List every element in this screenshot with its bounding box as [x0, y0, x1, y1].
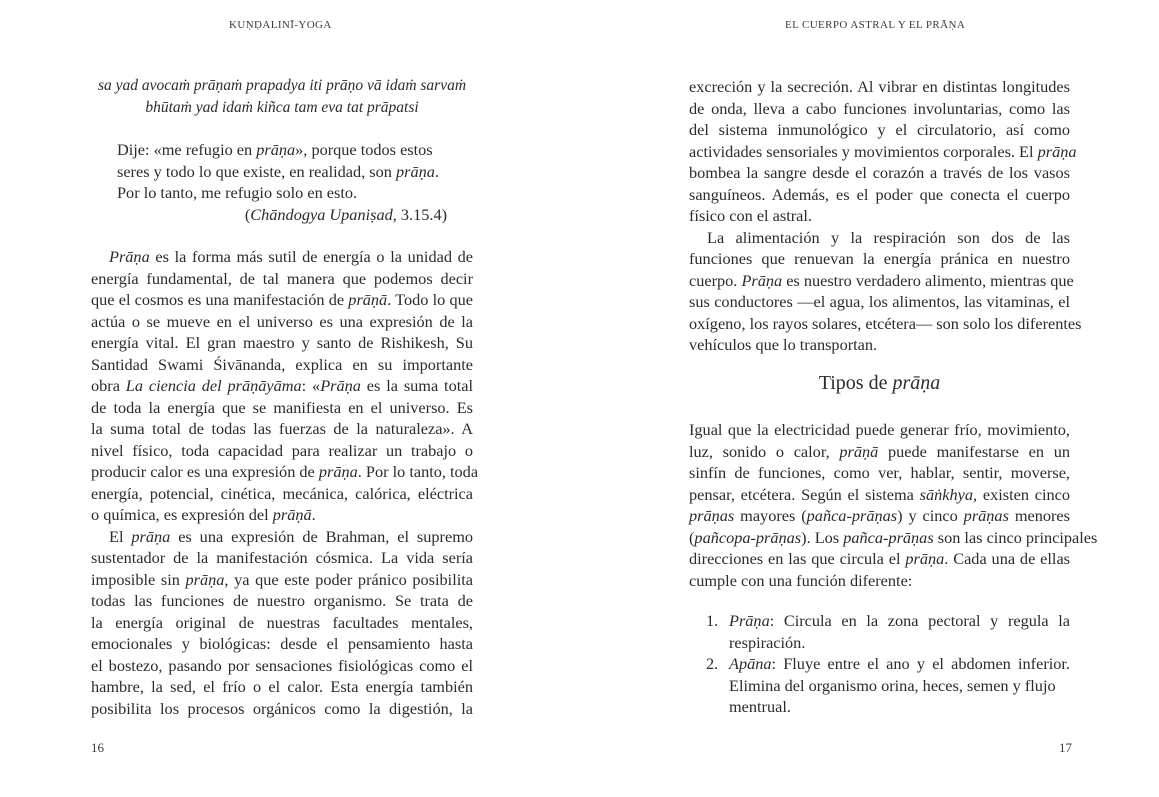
paragraph-line: imposible sin prāṇa, ya que este poder pránico posibilita [91, 569, 473, 589]
right-running-head: EL CUERPO ASTRAL Y EL PRĀṆA [785, 19, 966, 31]
paragraph-line: bombea la sangre desde el corazón a través de los vasos [689, 163, 1070, 182]
body-text-left [91, 246, 479, 719]
paragraph-line: hambre, la sed, el frío o el calor. Esta energía también [91, 677, 473, 696]
section-heading: Tipos de prāṇa [818, 372, 941, 394]
right-page [579, 0, 1159, 797]
list-line: respiración. [729, 632, 806, 652]
paragraph-line: físico con el astral. [689, 206, 812, 225]
paragraph-line: luz, sonido o calor, prāṇā puede manifestarse en un [689, 441, 1070, 461]
paragraph-line: oxígeno, los rayos solares, etcétera— son solo los diferentes [689, 313, 1082, 333]
paragraph-line: direcciones en las que circula el prāṇa. Cada una de ellas [689, 549, 1071, 568]
sanskrit-verse [91, 75, 473, 118]
quote-line: Por lo tanto, me refugio solo en esto. [117, 183, 358, 202]
left-page-number: 16 [91, 740, 104, 755]
paragraph-line: producir calor es una expresión de prāṇa. Por lo tanto, toda [91, 462, 479, 481]
paragraph-line: de toda la energía que se manifiesta en el universo. Es [91, 397, 473, 417]
quote-citation: (Chāndogya Upaniṣad, 3.15.4) [244, 204, 447, 224]
paragraph-line: vehículos que lo transportan. [689, 335, 878, 354]
paragraph-line: de onda, lleva a cabo funciones involuntarias, como las [689, 98, 1070, 118]
list-number: 1. [706, 611, 719, 630]
paragraph-line: sinfín de funciones, como ver, hablar, sentir, moverse, [689, 463, 1070, 482]
paragraph-line: o química, es expresión del prāṇā. [91, 505, 316, 524]
list-item [689, 610, 1070, 653]
paragraph-line: la energía original de nuestras facultades mentales, [91, 612, 473, 632]
paragraph-line: (pañcopa-prāṇas). Los pañca-prāṇas son las cinco principales [689, 527, 1098, 547]
paragraph-line: Santidad Swami Śivānanda, explica en su importante [91, 354, 473, 374]
list-line: Prāṇa: Circula en la zona pectoral y regula la [729, 611, 1070, 630]
paragraph-line: sus conductores —el agua, los alimentos, las vitaminas, el [689, 292, 1070, 311]
paragraph-line: Igual que la electricidad puede generar frío, movimiento, [689, 420, 1070, 439]
list-line: Elimina del organismo orina, heces, semen y flujo [729, 675, 1056, 695]
paragraph-line: Prāṇa es la forma más sutil de energía o la unidad de [109, 247, 473, 266]
paragraph-line: la suma total de todas las fuerzas de la naturaleza». A [91, 419, 473, 438]
list-line: mentrual. [729, 697, 791, 716]
paragraph-line: todas las funciones de nuestro organismo. Se trata de [91, 591, 473, 610]
paragraph-line: energía vital. El gran maestro y santo de Rishikesh, Su [91, 333, 473, 352]
paragraph-line: el bostezo, pasando por sensaciones fisiológicas como el [91, 655, 473, 675]
paragraph-line: actividades sensoriales y movimientos corporales. El prāṇa [689, 141, 1077, 161]
prana-list [689, 610, 1070, 718]
paragraph-line: que el cosmos es una manifestación de prāṇā. Todo lo que [91, 290, 473, 309]
left-running-head: KUṆḌALINĪ-YOGA [229, 19, 332, 31]
paragraph-line: La alimentación y la respiración son dos de las [707, 227, 1070, 247]
body-text-right-top [689, 76, 1082, 356]
paragraph-line: obra La ciencia del prāṇāyāma: «Prāṇa es la suma total [91, 376, 473, 395]
paragraph-line: excreción y la secreción. Al vibrar en distintas longitudes [689, 77, 1070, 96]
paragraph-line: del sistema inmunológico y el circulatorio, así como [689, 120, 1070, 139]
paragraph-line: prāṇas mayores (pañca-prāṇas) y cinco prāṇas menores [689, 506, 1070, 525]
paragraph-line: funciones que renuevan la energía pránica en nuestro [689, 249, 1070, 268]
paragraph-line: cuerpo. Prāṇa es nuestro verdadero alimento, mientras que [689, 270, 1074, 290]
quote-line: seres y todo lo que existe, en realidad, son prāṇa. [117, 161, 439, 181]
quote-line: Dije: «me refugio en prāṇa», porque todos estos [117, 140, 433, 159]
body-text-right-bottom [689, 419, 1098, 591]
list-item [689, 653, 1070, 718]
paragraph-line: nivel físico, toda capacidad para realizar un trabajo o [91, 440, 473, 460]
paragraph-line: energía, potencial, cinética, mecánica, calórica, eléctrica [91, 483, 473, 503]
paragraph-line: sanguíneos. Además, es el poder que conecta el cuerpo [689, 184, 1070, 204]
paragraph-line: El prāṇa es una expresión de Brahman, el supremo [109, 526, 473, 546]
translated-quote [117, 139, 447, 225]
right-page-number: 17 [1059, 740, 1072, 755]
paragraph-line: sustentador de la manifestación cósmica. La vida sería [91, 548, 473, 567]
paragraph-line: actúa o se mueve en el universo es una expresión de la [91, 311, 473, 331]
list-number: 2. [706, 654, 719, 673]
paragraph-line: emocionales y biológicas: desde el pensamiento hasta [91, 634, 473, 653]
verse-line: bhūtaṁ yad idaṁ kiñca tam eva tat prāpatsi [145, 98, 419, 116]
paragraph-line: cumple con una función diferente: [689, 570, 913, 590]
paragraph-line: posibilita los procesos orgánicos como la digestión, la [91, 698, 473, 718]
paragraph-line: energía fundamental, de tal manera que podemos decir [91, 268, 473, 288]
paragraph-line: pensar, etcétera. Según el sistema sāṅkhya, existen cinco [689, 484, 1070, 504]
verse-line: sa yad avocaṁ prāṇaṁ prapadya iti prāṇo vā idaṁ sarvaṁ [97, 77, 467, 94]
list-line: Apāna: Fluye entre el ano y el abdomen inferior. [729, 654, 1070, 673]
left-page [0, 0, 579, 797]
